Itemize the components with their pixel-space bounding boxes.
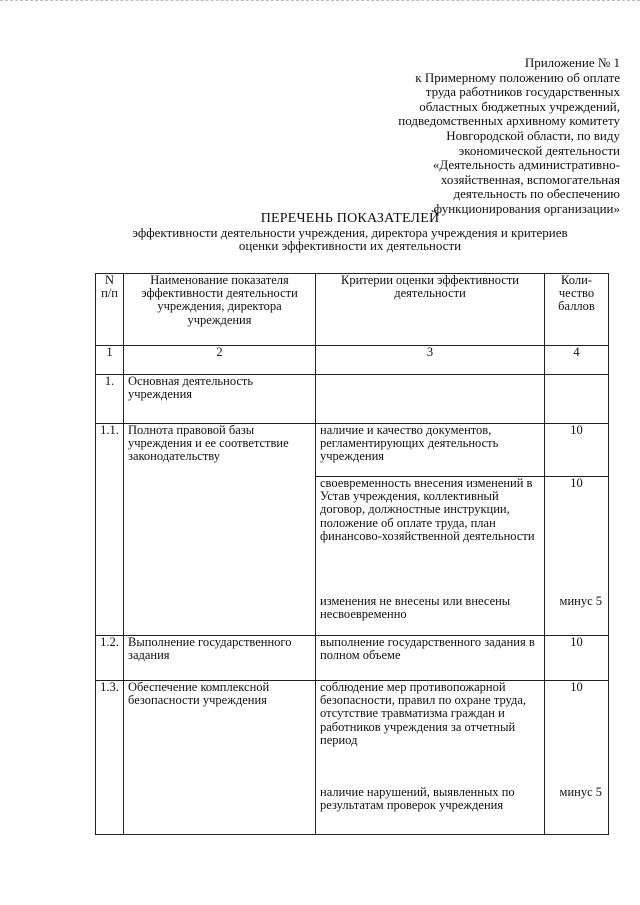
criteria-points: минус 5: [545, 786, 609, 835]
title-subline: оценки эффективности их деятельности: [238, 238, 462, 253]
appendix-line: подведомственных архивному комитету: [398, 113, 620, 129]
appendix-line: Новгородской области, по виду: [446, 127, 620, 143]
header-criteria: Критерии оценки эффективности деятельности: [316, 274, 545, 346]
row-num: 1.: [96, 375, 124, 424]
appendix-line: «Деятельность административно-: [432, 157, 620, 173]
title-subline: эффективности деятельности учреждения, директора учреждения и критериев: [132, 224, 568, 240]
criteria-text: наличие нарушений, выявленных по результатам проверок учреждения: [316, 786, 545, 835]
title-main: ПЕРЕЧЕНЬ ПОКАЗАТЕЛЕЙ: [260, 211, 440, 226]
criteria-points: 10: [545, 477, 609, 596]
table-row: [96, 681, 609, 787]
column-number: 1: [96, 346, 124, 375]
row-criteria-empty: [316, 375, 545, 424]
row-name: Полнота правовой базы учреждения и ее соответствие законодательству: [124, 424, 316, 636]
table-row-section: [96, 375, 609, 424]
criteria-points: 10: [545, 681, 609, 787]
row-num: 1.1.: [96, 424, 124, 636]
header-name: Наименование показателя эффективности деятельности учреждения, директора учреждения: [124, 274, 316, 346]
appendix-line: функционирования организации»: [433, 200, 620, 216]
criteria-points: 10: [545, 424, 609, 477]
appendix-line: экономической деятельности: [458, 142, 620, 158]
indicators-table: [95, 273, 609, 835]
row-num: 1.3.: [96, 681, 124, 835]
table-row: [96, 424, 609, 477]
row-name: Обеспечение комплексной безопасности учреждения: [124, 681, 316, 835]
document-title: [60, 212, 640, 253]
row-name: Выполнение государственного задания: [124, 636, 316, 681]
row-num: 1.2.: [96, 636, 124, 681]
column-number: 3: [316, 346, 545, 375]
column-number-row: [96, 346, 609, 375]
appendix-line: к Примерному положению об оплате: [415, 69, 620, 85]
table-row: [96, 636, 609, 681]
criteria-text: соблюдение мер противопожарной безопасности, правил по охране труда, отсутствие травматизма граждан и работников учреждения за отчетный период: [316, 681, 545, 787]
appendix-line: труда работников государственных: [425, 84, 620, 100]
header-points: Коли-чество баллов: [545, 274, 609, 346]
appendix-line: Приложение № 1: [524, 55, 620, 70]
criteria-text: изменения не внесены или внесены несвоевременно: [316, 595, 545, 636]
page-top-edge: [0, 0, 640, 5]
criteria-text: выполнение государственного задания в полном объеме: [316, 636, 545, 681]
column-number: 2: [124, 346, 316, 375]
appendix-note: [280, 56, 620, 217]
row-points-empty: [545, 375, 609, 424]
appendix-line: деятельность по обеспечению: [453, 186, 620, 202]
appendix-line: хозяйственная, вспомогательная: [440, 171, 620, 187]
table-header-row: [96, 274, 609, 346]
column-number: 4: [545, 346, 609, 375]
criteria-text: наличие и качество документов, регламентирующих деятельность учреждения: [316, 424, 545, 477]
header-num: N п/п: [96, 274, 124, 346]
criteria-points: 10: [545, 636, 609, 681]
row-name: Основная деятельность учреждения: [124, 375, 316, 424]
appendix-line: областных бюджетных учреждений,: [419, 98, 620, 114]
criteria-points: минус 5: [545, 595, 609, 636]
criteria-text: своевременность внесения изменений в Устав учреждения, коллективный договор, должностные инструкции, положение об оплате труда, план финансово-хозяйственной деятельности: [316, 477, 545, 596]
